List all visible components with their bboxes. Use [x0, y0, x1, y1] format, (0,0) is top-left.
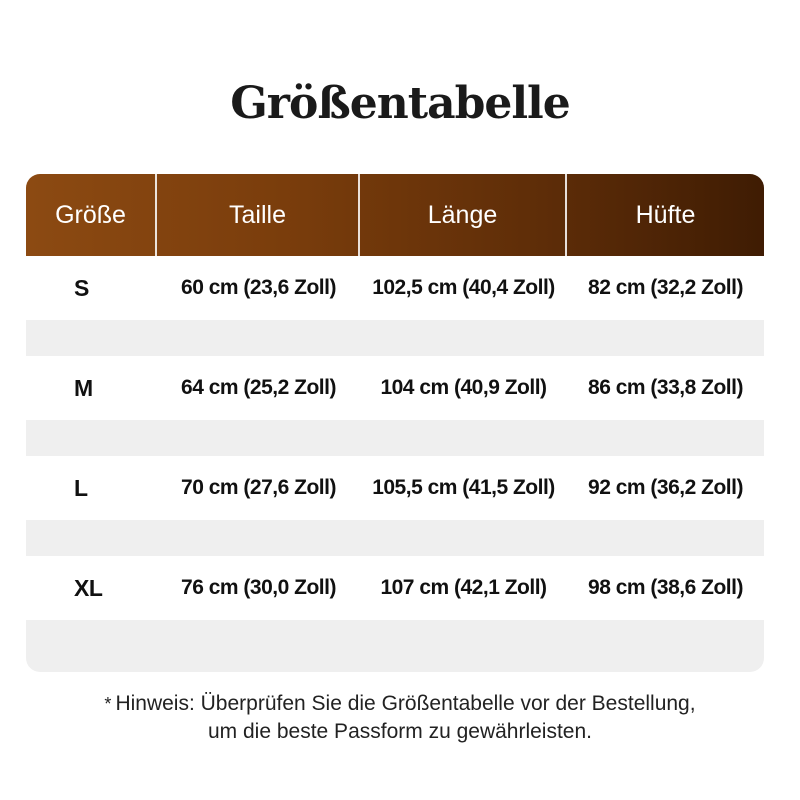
cell-waist: 70 cm (27,6 Zoll): [181, 476, 336, 499]
cell-waist: 60 cm (23,6 Zoll): [181, 276, 336, 299]
footnote-line-2: um die beste Passform zu gewährleisten.: [207, 720, 593, 743]
row-divider: [26, 320, 764, 356]
cell-size: XL: [74, 574, 103, 601]
cell-length: 107 cm (42,1 Zoll): [380, 576, 547, 599]
page-title: Größentabelle: [230, 78, 570, 129]
table-row: [26, 256, 764, 320]
cell-size: S: [74, 274, 89, 301]
header-waist: Taille: [157, 174, 360, 256]
row-divider: [26, 620, 764, 672]
table-row: [26, 556, 764, 620]
table-row: [26, 356, 764, 420]
cell-size: M: [74, 374, 93, 401]
table-header-row: [26, 174, 764, 256]
row-divider: [26, 420, 764, 456]
row-divider: [26, 520, 764, 556]
cell-size: L: [74, 474, 88, 501]
header-hip: Hüfte: [635, 200, 696, 229]
cell-waist: 64 cm (25,2 Zoll): [181, 376, 336, 399]
table-row: [26, 456, 764, 520]
cell-length: 104 cm (40,9 Zoll): [380, 376, 547, 399]
asterisk-icon: *: [104, 694, 112, 714]
cell-waist: 76 cm (30,0 Zoll): [181, 576, 336, 599]
table-body: [26, 256, 764, 672]
cell-hip: 98 cm (38,6 Zoll): [588, 576, 743, 599]
header-length: Länge: [360, 174, 567, 256]
footnote: [0, 690, 800, 746]
cell-length: 105,5 cm (41,5 Zoll): [372, 476, 555, 499]
cell-hip: 92 cm (36,2 Zoll): [588, 476, 743, 499]
footnote-text-1: Hinweis: Überprüfen Sie die Größentabelle vor der Bestellung,: [115, 692, 696, 715]
header-size: Größe: [26, 174, 157, 256]
cell-hip: 86 cm (33,8 Zoll): [588, 376, 743, 399]
cell-hip: 82 cm (32,2 Zoll): [588, 276, 743, 299]
footnote-line-1: [0, 690, 800, 718]
size-chart-table: [26, 174, 764, 672]
cell-length: 102,5 cm (40,4 Zoll): [372, 276, 555, 299]
